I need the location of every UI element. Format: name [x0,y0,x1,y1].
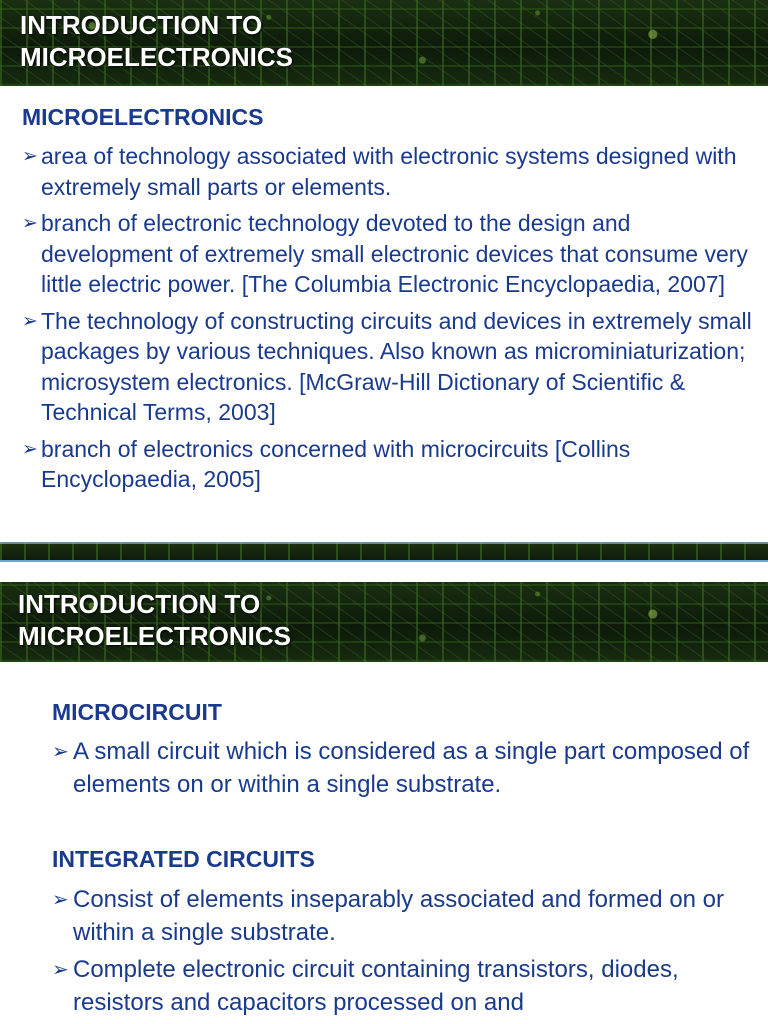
list-item-text: branch of electronic technology devoted to the design and development of extremely small electronic devices that consume very little electric power. [The Columbia Electronic Encyclopaedia, 2007] [41,210,748,297]
list-item [22,141,752,202]
list-item-text: The technology of constructing circuits and devices in extremely small packages by various techniques. Also known as microminiaturization; microsystem electronics. [McGraw-Hill Dictionary of Scientific & Technical Terms, 2003] [41,307,752,425]
list-item [22,208,752,300]
slide-2 [0,542,768,1024]
list-item-text: A small circuit which is considered as a single part composed of elements on or within a single substrate. [73,738,750,798]
list-item [52,953,752,1019]
microcircuit-list [52,735,752,805]
integrated-circuits-list [52,883,752,1023]
circuit-board-banner [0,0,768,86]
circuit-board-banner [0,582,768,662]
slide-title [18,588,291,652]
section-heading-integrated-circuits: INTEGRATED CIRCUITS [52,846,315,872]
list-item-text: area of technology associated with electronic systems designed with extremely small parts or elements. [41,143,737,200]
list-item [52,735,752,801]
section-heading: MICROELECTRONICS [22,104,264,130]
title-line-1: INTRODUCTION TO [20,10,263,40]
title-line-2: MICROELECTRONICS [18,621,291,651]
arrow-bullet-icon: ➢ [52,959,69,981]
title-line-2: MICROELECTRONICS [20,42,293,72]
arrow-bullet-icon: ➢ [22,438,38,460]
list-item [22,434,752,495]
list-item [22,306,752,428]
title-line-1: INTRODUCTION TO [18,589,261,619]
strip-accent-line [0,560,768,562]
arrow-bullet-icon: ➢ [22,310,38,332]
list-item-text: Complete electronic circuit containing transistors, diodes, resistors and capacitors processed on and [73,956,679,1016]
slide-title [20,9,293,73]
list-item-text: branch of electronics concerned with microcircuits [Collins Encyclopaedia, 2005] [41,435,631,492]
arrow-bullet-icon: ➢ [22,213,38,234]
circuit-board-strip [0,542,768,562]
list-item [52,883,752,949]
arrow-bullet-icon: ➢ [52,741,69,763]
section-heading-microcircuit: MICROCIRCUIT [52,699,222,725]
arrow-bullet-icon: ➢ [22,146,38,167]
list-item-text: Consist of elements inseparably associated and formed on or within a single substrate. [73,886,725,946]
definition-list [22,141,752,501]
arrow-bullet-icon: ➢ [52,889,69,911]
